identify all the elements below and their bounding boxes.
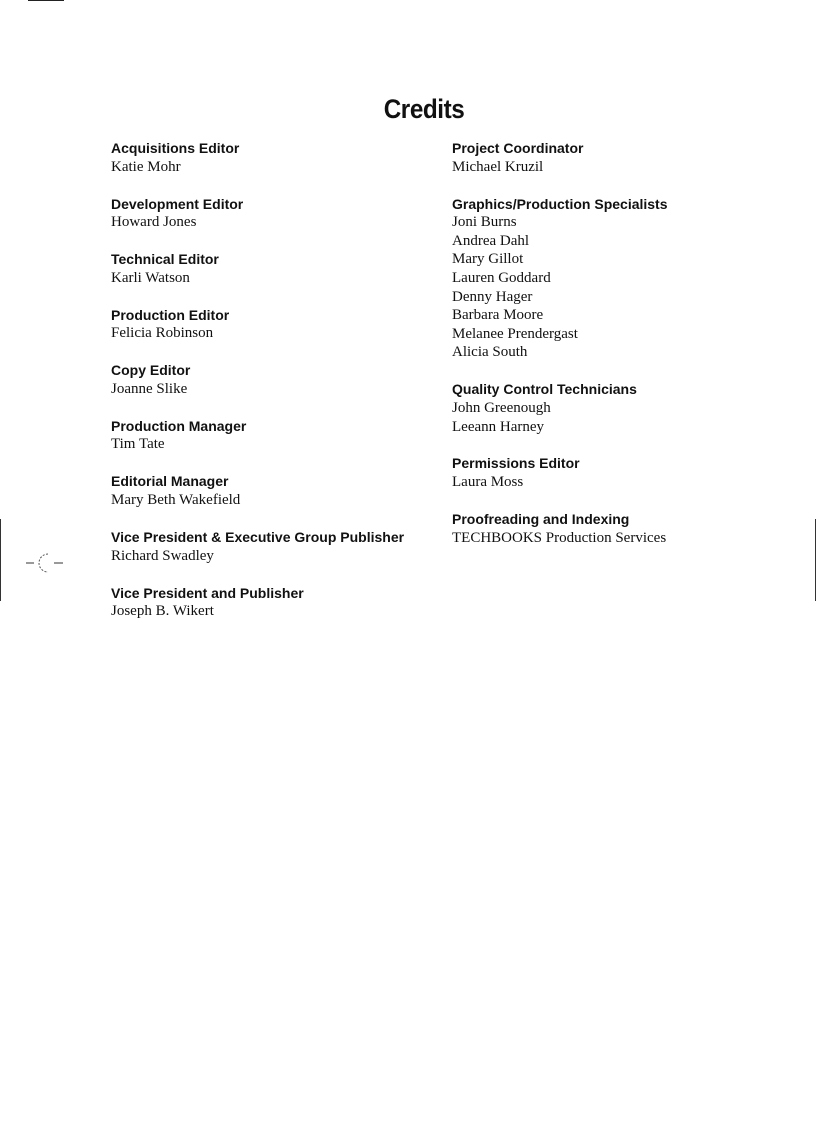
credit-section (111, 250, 431, 287)
credit-name: Andrea Dahl (452, 232, 530, 249)
credit-section (111, 139, 431, 176)
credit-name: Richard Swadley (111, 547, 214, 564)
credit-name: Katie Mohr (111, 158, 181, 175)
credit-section (111, 361, 431, 398)
crop-mark-top-left (28, 0, 64, 1)
credit-name: Karli Watson (111, 269, 190, 286)
credit-name: Laura Moss (452, 474, 524, 491)
credit-name: Leeann Harney (452, 418, 545, 435)
credit-section (111, 195, 431, 232)
credit-section (111, 417, 431, 454)
credit-section (452, 139, 782, 176)
credit-name: Mary Gillot (452, 251, 524, 268)
credit-role: Development Editor (111, 195, 244, 212)
credit-role: Production Editor (111, 306, 230, 323)
credit-role: Project Coordinator (452, 140, 584, 156)
credit-name: Alicia South (452, 344, 528, 361)
credit-name: John Greenough (452, 399, 551, 416)
credit-role: Permissions Editor (452, 455, 580, 472)
credit-role: Graphics/Production Specialists (452, 195, 668, 212)
credit-name: Denny Hager (452, 288, 533, 305)
credit-role: Vice President & Executive Group Publisher (111, 529, 405, 546)
credit-name: Melanee Prendergast (452, 325, 578, 342)
credits-column-left (111, 139, 431, 639)
credits-column-right (452, 139, 782, 566)
credit-name: Lauren Goddard (452, 269, 551, 286)
credit-name: Felicia Robinson (111, 325, 214, 342)
credit-role: Quality Control Technicians (452, 381, 637, 398)
credit-section (111, 306, 431, 343)
credit-section (111, 528, 431, 565)
credit-section (452, 510, 782, 547)
page-title: Credits (383, 94, 465, 124)
credit-role: Vice President and Publisher (111, 584, 304, 601)
credit-role: Technical Editor (111, 251, 219, 268)
credit-name: Tim Tate (111, 436, 165, 453)
credit-name: Joanne Slike (111, 380, 188, 397)
credit-role: Acquisitions Editor (111, 140, 240, 156)
registration-mark-icon (26, 551, 66, 575)
credit-role: Production Manager (111, 417, 247, 434)
credit-section (111, 472, 431, 509)
credit-name: Mary Beth Wakefield (111, 492, 241, 509)
page-edge-left (0, 519, 1, 601)
credit-name: Barbara Moore (452, 307, 544, 324)
credit-section (452, 454, 782, 491)
credit-section (111, 584, 431, 621)
credit-name: Michael Kruzil (452, 158, 544, 175)
credit-name: Joseph B. Wikert (111, 603, 214, 620)
credit-role: Proofreading and Indexing (452, 511, 630, 528)
credit-section (452, 380, 782, 436)
credit-name: Howard Jones (111, 214, 197, 231)
credit-name: TECHBOOKS Production Services (452, 529, 667, 546)
credit-name: Joni Burns (452, 214, 517, 231)
credit-section (452, 195, 782, 362)
credit-role: Copy Editor (111, 362, 191, 379)
credit-role: Editorial Manager (111, 473, 229, 490)
